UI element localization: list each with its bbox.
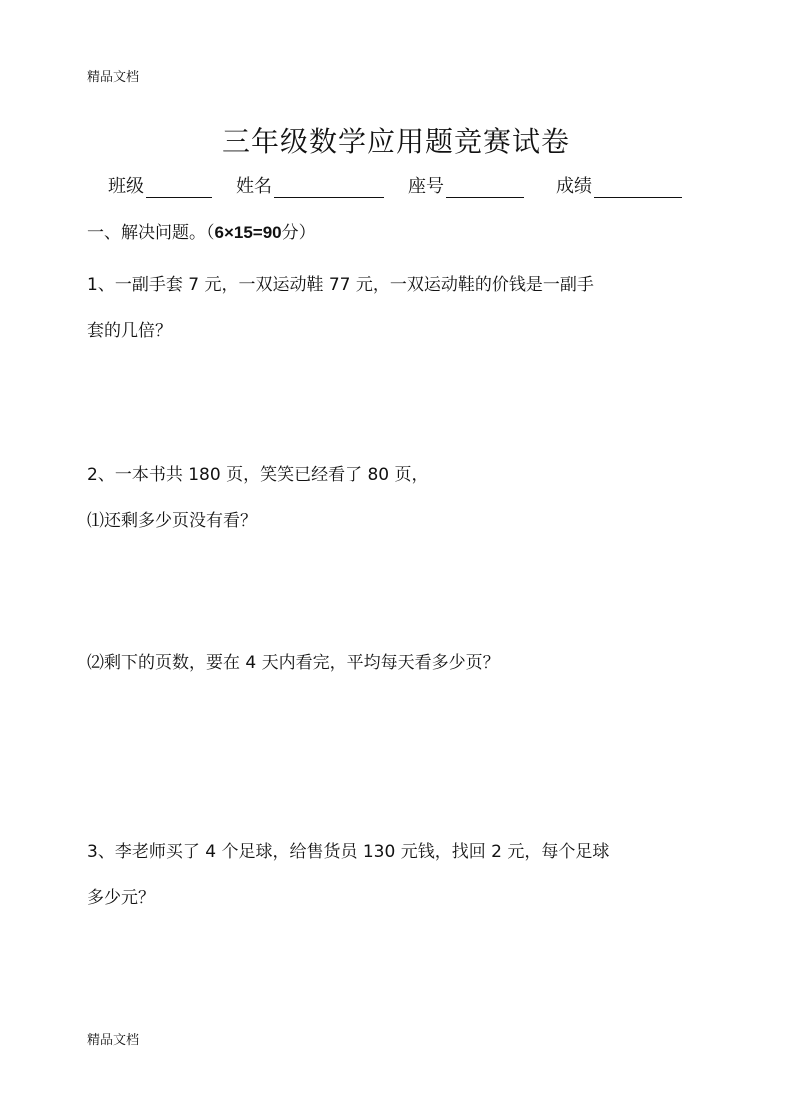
name-label: 姓名 [236,176,272,197]
section-points: 6×15=90 [214,223,282,242]
section-suffix: 分） [281,223,316,243]
score-field [556,172,682,198]
question-3-line-1: 3、李老师买了 4 个足球，给售货员 130 元钱，找回 2 元，每个足球 [87,842,610,862]
section-prefix: 一、解决问题。（ [87,223,215,243]
question-1-line-1: 1、一副手套 7 元，一双运动鞋 77 元，一双运动鞋的价钱是一副手 [87,275,594,295]
seat-label: 座号 [408,176,444,197]
name-field [236,172,384,198]
question-3-line-2: 多少元？ [87,888,155,908]
score-label: 成绩 [556,176,592,197]
header-note: 精品文档 [87,70,140,85]
page-title: 三年级数学应用题竞赛试卷 [221,125,570,158]
section-heading [87,218,316,243]
score-blank[interactable] [594,179,682,198]
name-blank[interactable] [274,179,384,198]
class-field [108,172,212,198]
question-1-line-2: 套的几倍？ [87,321,172,341]
footer-note: 精品文档 [87,1033,140,1048]
class-label: 班级 [108,176,144,197]
class-blank[interactable] [146,179,212,198]
seat-field [408,172,524,198]
question-2-sub-2: ⑵剩下的页数，要在 4 天内看完，平均每天看多少页？ [87,653,500,673]
seat-blank[interactable] [446,179,524,198]
question-2-sub-1: ⑴还剩多少页没有看？ [87,511,257,531]
question-2-line-1: 2、一本书共 180 页，笑笑已经看了 80 页， [87,465,429,485]
